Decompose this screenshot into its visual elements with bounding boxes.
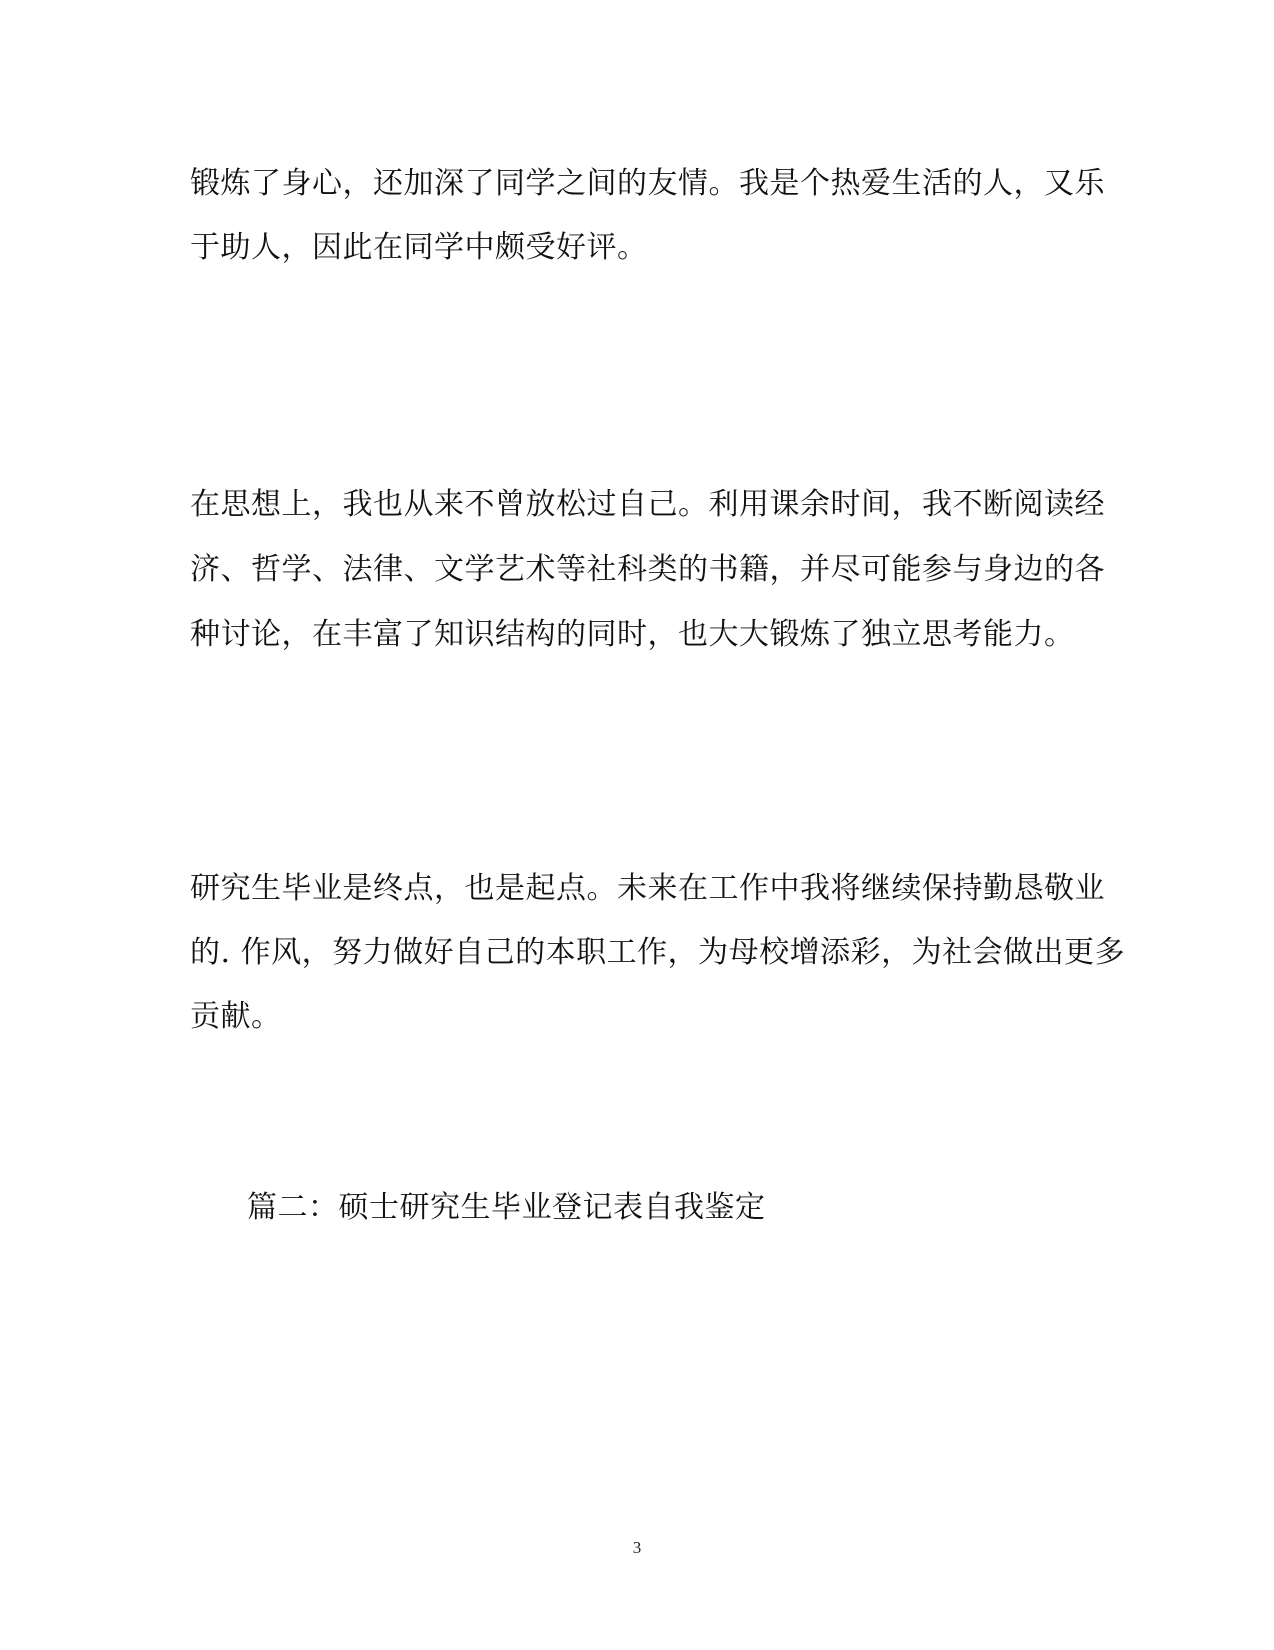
paragraph-2-line-2: 济、哲学、法律、文学艺术等社科类的书籍，并尽可能参与身边的各 (190, 552, 1105, 587)
paragraph-2-line-1: 在思想上，我也从来不曾放松过自己。利用课余时间，我不断阅读经 (190, 487, 1105, 522)
paragraph-1-line-2: 于助人，因此在同学中颇受好评。 (190, 230, 648, 265)
section-heading: 篇二：硕士研究生毕业登记表自我鉴定 (247, 1190, 766, 1225)
paragraph-3-line-2: 的. 作风，努力做好自己的本职工作，为母校增添彩，为社会做出更多 (190, 935, 1126, 970)
paragraph-3-line-1: 研究生毕业是终点，也是起点。未来在工作中我将继续保持勤恳敬业 (190, 871, 1105, 906)
paragraph-3-line-3: 贡献。 (190, 999, 282, 1034)
page-number: 3 (632, 1538, 642, 1557)
paragraph-2-line-3: 种讨论，在丰富了知识结构的同时，也大大锻炼了独立思考能力。 (190, 617, 1075, 652)
paragraph-1-line-1: 锻炼了身心，还加深了同学之间的友情。我是个热爱生活的人，又乐 (190, 166, 1105, 201)
